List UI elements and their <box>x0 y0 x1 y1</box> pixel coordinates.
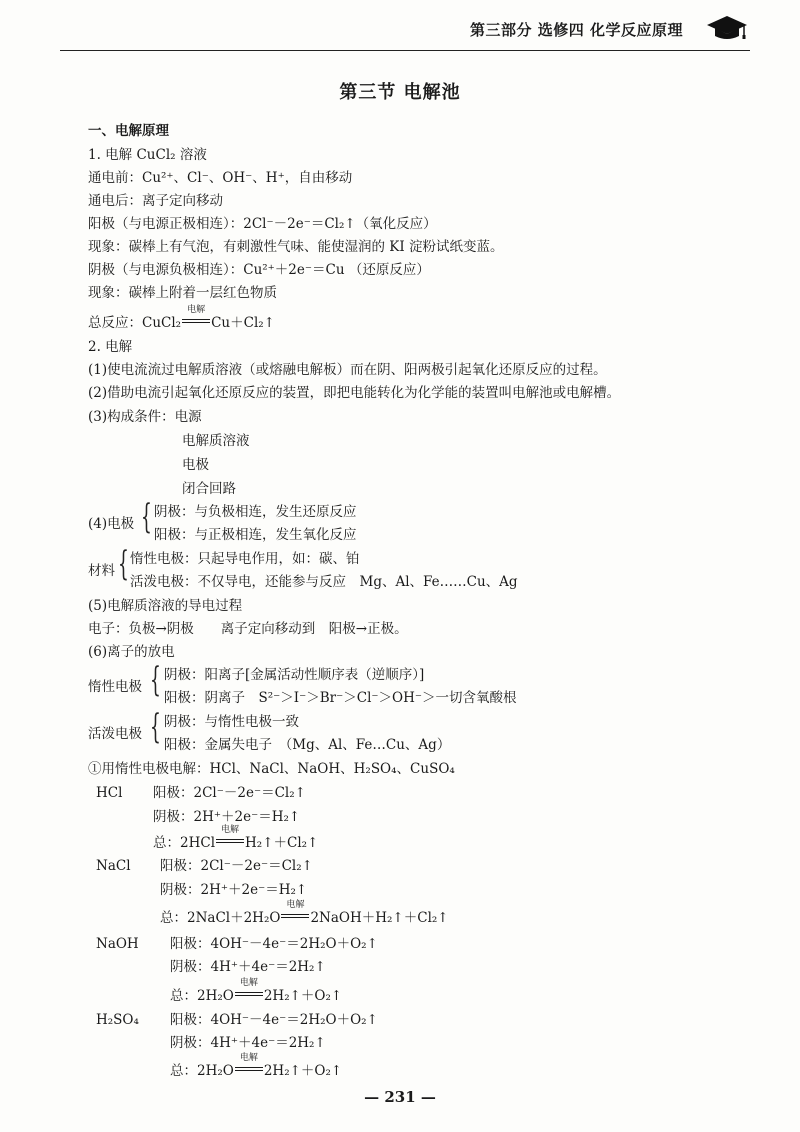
active-brace: { <box>150 707 161 747</box>
graduation-cap-icon <box>706 14 748 42</box>
material-active: 活泼电极：不仅导电，还能参与反应 Mg、Al、Fe……Cu、Ag <box>130 574 518 590</box>
electrode-label: (4)电极 <box>88 516 135 532</box>
electrolysis-condition: 电解 <box>215 834 245 852</box>
nacl-total: 总：2NaCl＋2H₂O 电解 2NaOH＋H₂↑＋Cl₂↑ <box>160 900 449 926</box>
conduction-process: 电子：负极→阴极 离子定向移动到 阳极→正极。 <box>88 621 408 637</box>
nacl-cathode: 阴极：2H⁺＋2e⁻＝H₂↑ <box>160 882 308 898</box>
line-anode-phenomenon: 现象：碳棒上有气泡，有刺激性气味、能使湿润的 KI 淀粉试纸变蓝。 <box>88 239 504 255</box>
section-title: 第三节 电解池 <box>339 82 461 103</box>
material-label: 材料 <box>88 563 115 579</box>
definition-2: (2)借助电流引起氧化还原反应的装置，即把电能转化为化学能的装置叫电解池或电解槽。 <box>88 385 621 401</box>
condition-label: 电解 <box>187 305 206 315</box>
line-before-power: 通电前：Cu²⁺、Cl⁻、OH⁻、H⁺，自由移动 <box>88 170 353 186</box>
line-cathode: 阴极（与电源负极相连）：Cu²⁺＋2e⁻＝Cu （还原反应） <box>88 262 430 278</box>
heading-principle: 一、电解原理 <box>88 123 169 139</box>
electrolysis-condition: 电解 <box>234 987 264 1005</box>
h2so4-cathode: 阴极：4H⁺＋4e⁻＝2H₂↑ <box>170 1035 326 1051</box>
total-product: Cu＋Cl₂↑ <box>211 315 275 331</box>
condition-electrode: 电极 <box>182 457 209 473</box>
hcl-label: HCl <box>96 785 123 801</box>
electrolysis-condition: 电解 <box>234 1062 264 1080</box>
conduction-title: (5)电解质溶液的导电过程 <box>88 598 243 614</box>
naoh-label: NaOH <box>96 936 139 952</box>
inert-anode: 阳极：阴离子 S²⁻＞I⁻＞Br⁻＞Cl⁻＞OH⁻＞一切含氧酸根 <box>164 690 517 706</box>
hcl-total: 总：2HCl 电解 H₂↑＋Cl₂↑ <box>153 825 319 851</box>
h2so4-label: H₂SO₄ <box>96 1012 139 1028</box>
hcl-anode: 阳极：2Cl⁻－2e⁻＝Cl₂↑ <box>153 785 306 801</box>
conditions-title: (3)构成条件：电源 <box>88 409 202 425</box>
nacl-label: NaCl <box>96 858 131 874</box>
electrode-anode: 阳极：与正极相连，发生氧化反应 <box>154 527 357 543</box>
condition-electrolyte: 电解质溶液 <box>182 433 250 449</box>
electrode-brace: { <box>141 497 152 537</box>
nacl-anode: 阳极：2Cl⁻－2e⁻＝Cl₂↑ <box>160 858 313 874</box>
naoh-total: 总：2H₂O 电解 2H₂↑＋O₂↑ <box>170 978 343 1004</box>
material-brace: { <box>118 544 129 584</box>
line-anode: 阳极（与电源正极相连）：2Cl⁻－2e⁻＝Cl₂↑（氧化反应） <box>88 216 437 232</box>
page-number: — 231 — <box>364 1088 436 1106</box>
inert-brace: { <box>150 660 161 700</box>
active-anode: 阳极：金属失电子 （Mg、Al、Fe…Cu、Ag） <box>164 737 451 753</box>
naoh-cathode: 阴极：4H⁺＋4e⁻＝2H₂↑ <box>170 959 326 975</box>
line-after-power: 通电后：离子定向移动 <box>88 193 223 209</box>
line-cathode-phenomenon: 现象：碳棒上附着一层红色物质 <box>88 285 277 301</box>
total-reactant: 总反应：CuCl₂ <box>88 315 182 331</box>
running-header-title: 第三部分 选修四 化学反应原理 <box>470 21 683 39</box>
item-2-title: 2. 电解 <box>88 339 133 355</box>
h2so4-anode: 阳极：4OH⁻－4e⁻＝2H₂O＋O₂↑ <box>170 1012 378 1028</box>
inert-electrolysis-list: ①用惰性电极电解：HCl、NaCl、NaOH、H₂SO₄、CuSO₄ <box>88 761 455 777</box>
header-rule <box>60 50 750 51</box>
electrode-cathode: 阴极：与负极相连，发生还原反应 <box>154 504 357 520</box>
condition-circuit: 闭合回路 <box>182 481 236 497</box>
hcl-cathode: 阴极：2H⁺＋2e⁻＝H₂↑ <box>153 809 301 825</box>
active-electrode-label: 活泼电极 <box>88 726 142 742</box>
naoh-anode: 阳极：4OH⁻－4e⁻＝2H₂O＋O₂↑ <box>170 936 378 952</box>
definition-1: (1)使电流流过电解质溶液（或熔融电解板）而在阴、阳两极引起氧化还原反应的过程。 <box>88 362 607 378</box>
electrolysis-condition <box>181 305 211 332</box>
h2so4-total: 总：2H₂O 电解 2H₂↑＋O₂↑ <box>170 1053 343 1079</box>
line-total-reaction <box>88 305 275 332</box>
inert-electrode-label: 惰性电极 <box>88 679 142 695</box>
discharge-title: (6)离子的放电 <box>88 644 175 660</box>
inert-cathode: 阴极：阳离子[金属活动性顺序表（逆顺序）] <box>164 667 425 683</box>
active-cathode: 阴极：与惰性电极一致 <box>164 714 299 730</box>
material-inert: 惰性电极：只起导电作用，如：碳、铂 <box>130 551 360 567</box>
electrolysis-condition: 电解 <box>280 909 310 927</box>
item-1-title: 1. 电解 CuCl₂ 溶液 <box>88 147 207 163</box>
